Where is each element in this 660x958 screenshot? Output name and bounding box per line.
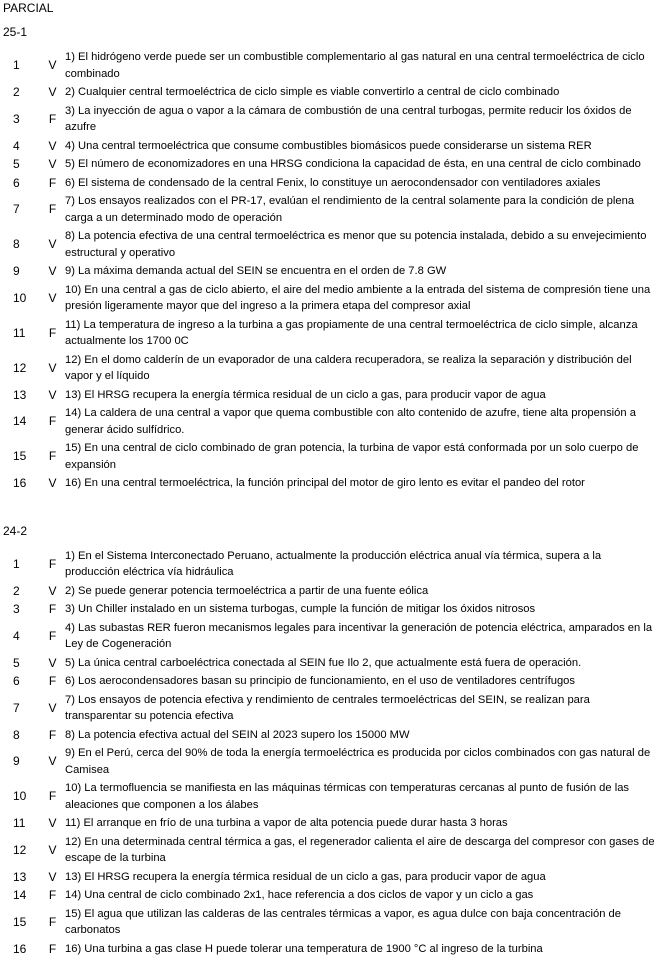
question-row xyxy=(3,744,658,779)
question-number: 13 xyxy=(3,386,40,405)
answers-table-25-1 xyxy=(3,48,658,493)
question-row xyxy=(3,48,658,83)
question-statement: 16) En una central termoeléctrica, la función principal del motor de giro lento es evitar el pandeo del rotor xyxy=(65,474,658,493)
question-statement: 5) El número de economizadores en una HRSG condiciona la capacidad de ésta, en una central de ciclo combinado xyxy=(65,155,658,174)
question-row xyxy=(3,83,658,102)
answer-value: V xyxy=(40,48,65,83)
question-number: 10 xyxy=(3,281,40,316)
question-number: 5 xyxy=(3,654,40,673)
question-row xyxy=(3,351,658,386)
question-number: 1 xyxy=(3,547,40,582)
question-number: 3 xyxy=(3,600,40,619)
answer-value: F xyxy=(40,102,65,137)
question-row xyxy=(3,582,658,601)
question-statement: 13) El HRSG recupera la energía térmica residual de un ciclo a gas, para producir vapor de agua xyxy=(65,868,658,887)
answer-value: F xyxy=(40,174,65,193)
answer-value: F xyxy=(40,672,65,691)
question-row xyxy=(3,619,658,654)
question-statement: 1) En el Sistema Interconectado Peruano, actualmente la producción eléctrica anual vía térmica, supera a la producción eléctrica vía hidráulica xyxy=(65,547,658,582)
question-row xyxy=(3,726,658,745)
question-row xyxy=(3,174,658,193)
question-statement: 3) Un Chiller instalado en un sistema turbogas, cumple la función de mitigar los óxidos nitrosos xyxy=(65,600,658,619)
question-statement: 15) El agua que utilizan las calderas de las centrales térmicas a vapor, es agua dulce con baja concentración de carbonatos xyxy=(65,905,658,940)
question-row xyxy=(3,868,658,887)
answer-value: F xyxy=(40,600,65,619)
question-number: 8 xyxy=(3,726,40,745)
answer-value: V xyxy=(40,654,65,673)
question-statement: 7) Los ensayos de potencia efectiva y rendimiento de centrales termoeléctricas del SEIN, se realizan para transparentar su potencia efectiva xyxy=(65,691,658,726)
question-row xyxy=(3,155,658,174)
section-label-25-1: 25-1 xyxy=(3,24,660,40)
question-statement: 12) En una determinada central térmica a gas, el regenerador calienta el aire de descarga del compresor con gases de escape de la turbina xyxy=(65,833,658,868)
question-number: 2 xyxy=(3,83,40,102)
answer-value: V xyxy=(40,351,65,386)
answer-value: V xyxy=(40,155,65,174)
question-row xyxy=(3,779,658,814)
question-number: 16 xyxy=(3,940,40,958)
question-statement: 10) En una central a gas de ciclo abierto, el aire del medio ambiente a la entrada del sistema de compresión tiene una presión ligeramente mayor que del ingreso a la primera etapa del compresor axial xyxy=(65,281,658,316)
question-statement: 12) En el domo calderín de un evaporador de una caldera recuperadora, se realiza la separación y distribución del vapor y el líquido xyxy=(65,351,658,386)
question-row xyxy=(3,833,658,868)
answer-value: F xyxy=(40,192,65,227)
question-row xyxy=(3,404,658,439)
question-number: 14 xyxy=(3,886,40,905)
answer-value: F xyxy=(40,547,65,582)
answers-table-24-2 xyxy=(3,547,658,958)
answer-value: F xyxy=(40,779,65,814)
answer-value: V xyxy=(40,833,65,868)
section-gap xyxy=(3,493,660,523)
answer-value: F xyxy=(40,619,65,654)
question-row xyxy=(3,102,658,137)
question-row xyxy=(3,905,658,940)
question-number: 10 xyxy=(3,779,40,814)
answer-value: V xyxy=(40,227,65,262)
question-statement: 15) En una central de ciclo combinado de gran potencia, la turbina de vapor está conformada por un solo cuerpo de expansión xyxy=(65,439,658,474)
question-statement: 3) La inyección de agua o vapor a la cámara de combustión de una central turbogas, permite reducir los óxidos de azufre xyxy=(65,102,658,137)
question-number: 2 xyxy=(3,582,40,601)
question-number: 7 xyxy=(3,691,40,726)
answer-value: F xyxy=(40,940,65,958)
question-number: 6 xyxy=(3,174,40,193)
answer-value: V xyxy=(40,868,65,887)
document-title: PARCIAL xyxy=(3,0,660,16)
question-row xyxy=(3,600,658,619)
answer-value: F xyxy=(40,316,65,351)
question-statement: 5) La única central carboeléctrica conectada al SEIN fue Ilo 2, que actualmente está fuera de operación. xyxy=(65,654,658,673)
question-row xyxy=(3,654,658,673)
question-row xyxy=(3,672,658,691)
question-row xyxy=(3,814,658,833)
question-statement: 13) El HRSG recupera la energía térmica residual de un ciclo a gas, para producir vapor de agua xyxy=(65,386,658,405)
question-statement: 6) El sistema de condensado de la central Fenix, lo constituye un aerocondensador con ventiladores axiales xyxy=(65,174,658,193)
question-number: 7 xyxy=(3,192,40,227)
question-number: 15 xyxy=(3,905,40,940)
question-number: 11 xyxy=(3,316,40,351)
question-number: 15 xyxy=(3,439,40,474)
question-number: 6 xyxy=(3,672,40,691)
question-statement: 4) Una central termoeléctrica que consume combustibles biomásicos puede considerarse un sistema RER xyxy=(65,137,658,156)
question-statement: 2) Se puede generar potencia termoeléctrica a partir de una fuente eólica xyxy=(65,582,658,601)
question-number: 3 xyxy=(3,102,40,137)
answer-value: V xyxy=(40,691,65,726)
section-label-24-2: 24-2 xyxy=(3,523,660,539)
question-row xyxy=(3,691,658,726)
question-number: 5 xyxy=(3,155,40,174)
question-statement: 2) Cualquier central termoeléctrica de ciclo simple es viable convertirlo a central de ciclo combinado xyxy=(65,83,658,102)
question-number: 11 xyxy=(3,814,40,833)
question-statement: 7) Los ensayos realizados con el PR-17, evalúan el rendimiento de la central solamente para la condición de plena carga a un determinado modo de operación xyxy=(65,192,658,227)
answer-value: V xyxy=(40,137,65,156)
question-number: 9 xyxy=(3,262,40,281)
question-number: 8 xyxy=(3,227,40,262)
question-row xyxy=(3,439,658,474)
question-statement: 14) Una central de ciclo combinado 2x1, hace referencia a dos ciclos de vapor y un ciclo a gas xyxy=(65,886,658,905)
question-row xyxy=(3,886,658,905)
question-number: 4 xyxy=(3,137,40,156)
question-row xyxy=(3,137,658,156)
question-row xyxy=(3,316,658,351)
answer-value: V xyxy=(40,386,65,405)
question-statement: 4) Las subastas RER fueron mecanismos legales para incentivar la generación de potencia eléctrica, amparados en la Ley de Cogeneración xyxy=(65,619,658,654)
question-row xyxy=(3,386,658,405)
answer-value: V xyxy=(40,262,65,281)
question-statement: 11) La temperatura de ingreso a la turbina a gas propiamente de una central termoeléctrica de ciclo simple, alcanza actualmente los 1700 0C xyxy=(65,316,658,351)
question-row xyxy=(3,281,658,316)
answer-value: V xyxy=(40,814,65,833)
question-number: 1 xyxy=(3,48,40,83)
answer-value: V xyxy=(40,83,65,102)
question-row xyxy=(3,262,658,281)
question-statement: 10) La termofluencia se manifiesta en las máquinas térmicas con temperaturas cercanas al punto de fusión de las aleaciones que componen a los álabes xyxy=(65,779,658,814)
answer-value: F xyxy=(40,439,65,474)
question-number: 12 xyxy=(3,351,40,386)
question-statement: 8) La potencia efectiva de una central termoeléctrica es menor que su potencia instalada, debido a su envejecimiento estructural y operativo xyxy=(65,227,658,262)
answer-value: V xyxy=(40,474,65,493)
question-row xyxy=(3,227,658,262)
question-statement: 8) La potencia efectiva actual del SEIN al 2023 supero los 15000 MW xyxy=(65,726,658,745)
question-row xyxy=(3,474,658,493)
answer-value: V xyxy=(40,744,65,779)
question-statement: 6) Los aerocondensadores basan su principio de funcionamiento, en el uso de ventiladores centrífugos xyxy=(65,672,658,691)
question-row xyxy=(3,547,658,582)
question-number: 14 xyxy=(3,404,40,439)
question-statement: 14) La caldera de una central a vapor que quema combustible con alto contenido de azufre, tiene alta propensión a generar ácido sulfídrico. xyxy=(65,404,658,439)
question-statement: 1) El hidrógeno verde puede ser un combustible complementario al gas natural en una central termoeléctrica de ciclo combinado xyxy=(65,48,658,83)
question-number: 13 xyxy=(3,868,40,887)
question-statement: 9) La máxima demanda actual del SEIN se encuentra en el orden de 7.8 GW xyxy=(65,262,658,281)
question-number: 4 xyxy=(3,619,40,654)
question-number: 16 xyxy=(3,474,40,493)
question-statement: 9) En el Perú, cerca del 90% de toda la energía termoeléctrica es producida por ciclos combinados con gas natural de Camisea xyxy=(65,744,658,779)
answer-value: F xyxy=(40,886,65,905)
answer-value: F xyxy=(40,905,65,940)
answer-value: F xyxy=(40,726,65,745)
answer-value: V xyxy=(40,582,65,601)
question-number: 9 xyxy=(3,744,40,779)
question-statement: 11) El arranque en frío de una turbina a vapor de alta potencia puede durar hasta 3 horas xyxy=(65,814,658,833)
answer-value: F xyxy=(40,404,65,439)
question-row xyxy=(3,940,658,958)
question-number: 12 xyxy=(3,833,40,868)
answer-value: V xyxy=(40,281,65,316)
question-row xyxy=(3,192,658,227)
question-statement: 16) Una turbina a gas clase H puede tolerar una temperatura de 1900 °C al ingreso de la turbina xyxy=(65,940,658,958)
